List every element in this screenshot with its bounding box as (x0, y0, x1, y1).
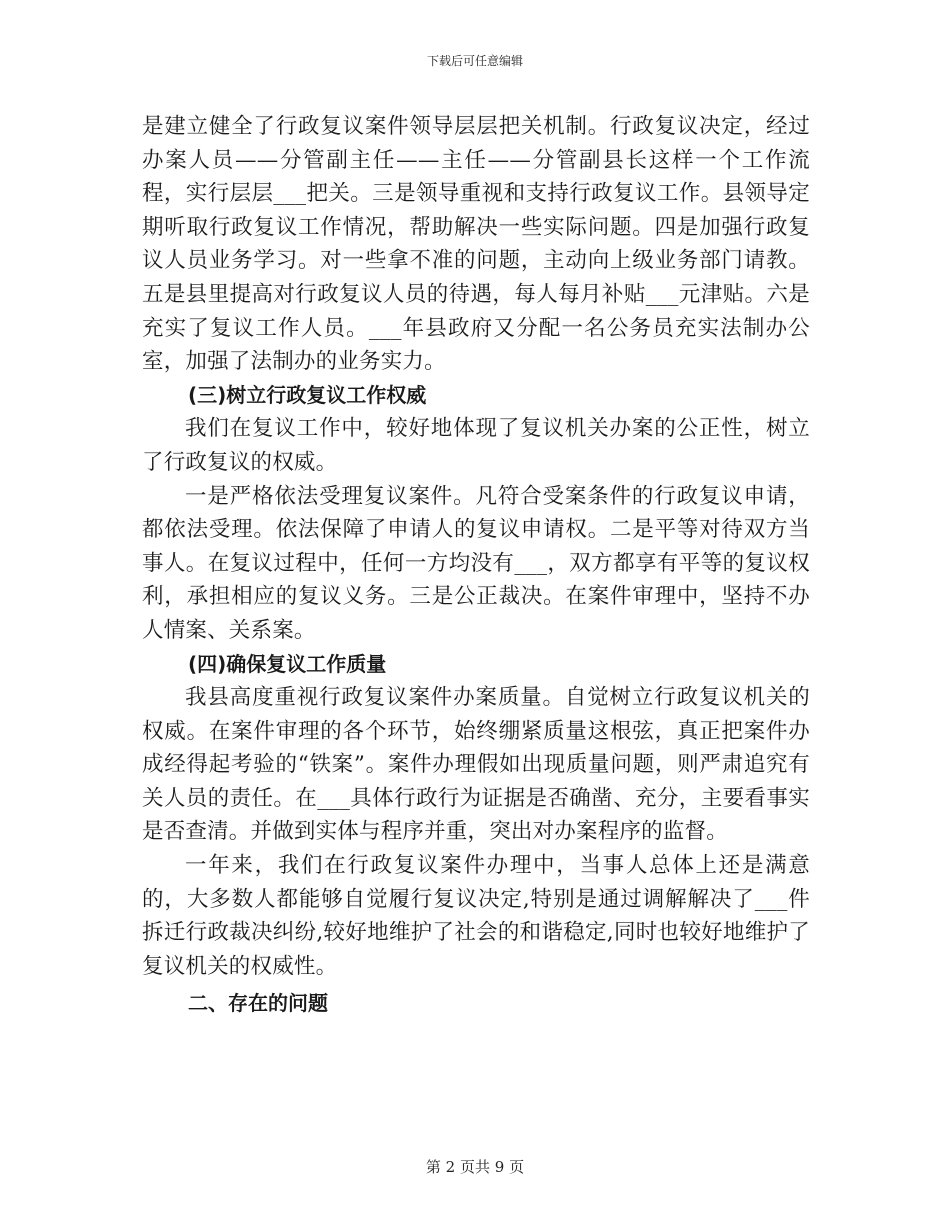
section-heading: (四)确保复议工作质量 (188, 651, 387, 676)
page-number-footer: 第 2 页共 9 页 (425, 1158, 525, 1176)
chapter-heading: 二、存在的问题 (188, 991, 328, 1016)
section-heading: (三)树立行政复议工作权威 (188, 382, 427, 407)
document-body (142, 110, 810, 1021)
body-paragraph: 是建立健全了行政复议案件领导层层把关机制。行政复议决定，经过办案人员——分管副主任——主任——分管副县长这样一个工作流程，实行层层___把关。三是领导重视和支持行政复议工作。县领导定期听取行政复议工作情况，帮助解决一些实际问题。四是加强行政复议人员业务学习。对一些拿不准的问题，主动向上级业务部门请教。五是县里提高对行政复议人员的待遇，每人每月补贴___元津贴。六是充实了复议工作人员。___年县政府又分配一名公务员充实法制办公室，加强了法制办的业务实力。 (142, 114, 810, 375)
body-paragraph: 一是严格依法受理复议案件。凡符合受案条件的行政复议申请，都依法受理。依法保障了申请人的复议申请权。二是平等对待双方当事人。在复议过程中，任何一方均没有___，双方都享有平等的复议权利，承担相应的复议义务。三是公正裁决。在案件审理中，坚持不办人情案、关系案。 (142, 483, 810, 643)
header-note: 下载后可任意编辑 (426, 54, 523, 68)
body-paragraph: 我们在复议工作中，较好地体现了复议机关办案的公正性，树立了行政复议的权威。 (142, 416, 810, 475)
body-paragraph: 我县高度重视行政复议案件办案质量。自觉树立行政复议机关的权威。在案件审理的各个环节，始终绷紧质量这根弦，真正把案件办成经得起考验的“铁案”。案件办理假如出现质量问题，则严肃追究有关人员的责任。在___具体行政行为证据是否确凿、充分，主要看事实是否查清。并做到实体与程序并重，突出对办案程序的监督。 (142, 685, 810, 845)
body-paragraph: 一年来，我们在行政复议案件办理中，当事人总体上还是满意的，大多数人都能够自觉履行复议决定,特别是通过调解解决了___件拆迁行政裁决纠纷,较好地维护了社会的和谐稳定,同时也较好地维护了复议机关的权威性。 (142, 853, 810, 979)
